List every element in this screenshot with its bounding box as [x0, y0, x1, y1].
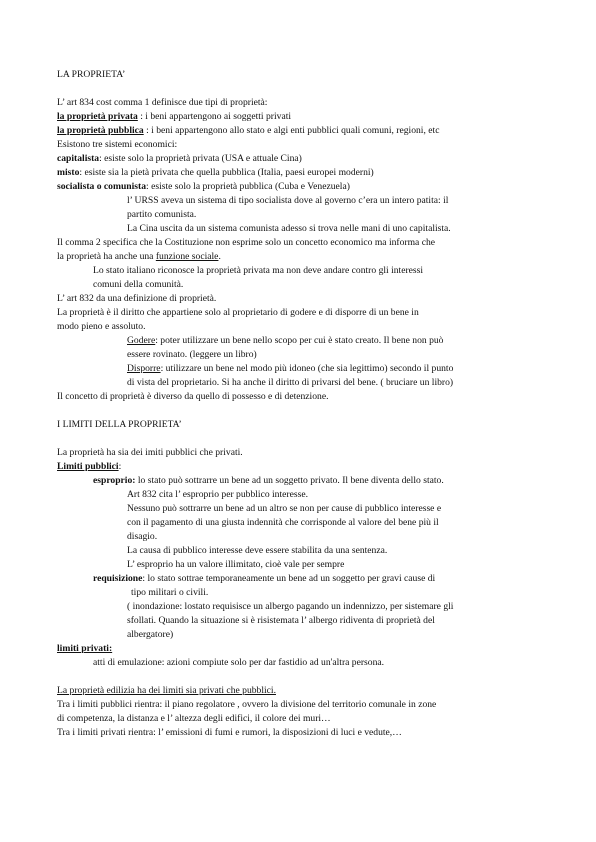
urss-line-1: l’ URSS aveva un sistema di tipo socialista dove al governo c’era un intero patita: il	[127, 195, 449, 206]
esproprio-line-2: Nessuno può sottrarre un bene ad un altro se non per cause di pubblico interesse e	[127, 503, 442, 514]
limiti-pubblici-label: Limiti pubblici	[57, 461, 119, 472]
funzione-sociale-term: funzione sociale	[155, 251, 219, 262]
section-title-limiti: I LIMITI DELLA PROPRIETA’	[57, 419, 182, 430]
stato-line-1: Lo stato italiano riconosce la proprietà privata ma non deve andare contro gli interessi	[93, 265, 424, 276]
esproprio-line-3: con il pagamento di una giusta indennità che corrisponde al valore del bene più il	[127, 517, 439, 528]
misto-definition: : esiste sia la pietà privata che quella pubblica (Italia, paesi europei moderni)	[79, 167, 374, 178]
limiti-pubblici-heading	[57, 461, 121, 473]
diritto-line-1: La proprietà è il diritto che appartiene solo al proprietario di godere e di disporre di un bene in	[57, 307, 419, 318]
stato-line-2: comuni della comunità.	[93, 279, 184, 290]
pubblici-rientra-line-2: di competenza, la distanza e l’ altezza degli edifici, il colore dei muri…	[57, 713, 331, 724]
requisizione-line	[93, 573, 435, 585]
disporre-line-2: di vista del proprietario. Si ha anche il diritto di privarsi del bene. ( bruciare un libro)	[127, 377, 454, 388]
comma2-text: la proprietà ha anche una	[57, 251, 156, 262]
urss-line-2: partito comunista.	[127, 209, 197, 220]
requisizione-definition: : lo stato sottrae temporaneamente un bene ad un soggetto per gravi cause di	[142, 573, 436, 584]
requisizione-line-2: tipo militari o civili.	[131, 587, 209, 598]
limiti-pubblici-colon: :	[118, 461, 122, 472]
art832-line: L’ art 832 da una definizione di proprietà.	[57, 293, 217, 304]
capitalista-definition: : esiste solo la proprietà privata (USA e attuale Cina)	[99, 153, 302, 164]
capitalista-term: capitalista	[57, 153, 100, 164]
art834-intro: L’ art 834 cost comma 1 definisce due tipi di proprietà:	[57, 97, 268, 108]
godere-line-2: essere rovinato. (leggere un libro)	[127, 349, 257, 360]
limiti-privati-heading: limiti privati:	[57, 643, 113, 654]
misto-line	[57, 167, 374, 179]
requisizione-line-3: ( inondazione: lostato requisisce un albergo pagando un indennizzo, per sistemare gli	[127, 601, 454, 612]
concetto-line: Il concetto di proprietà è diverso da quello di possesso e di detenzione.	[57, 391, 329, 402]
requisizione-line-4: sfollati. Quando la situazione si è risistemata l’ albergo ridiventa di proprietà del	[127, 615, 435, 626]
comma2-period: .	[218, 251, 221, 262]
comma2-line-1: Il comma 2 specifica che la Costituzione non esprime solo un concetto economico ma informa che	[57, 237, 436, 248]
disporre-line	[127, 363, 453, 375]
page-title: LA PROPRIETA’	[57, 69, 126, 80]
esproprio-line-6: L’ esproprio ha un valore illimitato, cioè vale per sempre	[127, 559, 345, 570]
esproprio-definition: lo stato può sottrarre un bene ad un soggetto privato. Il bene diventa dello stato.	[135, 475, 444, 486]
misto-term: misto	[57, 167, 80, 178]
godere-definition: : poter utilizzare un bene nello scopo per cui è stato creato. Il bene non può	[155, 335, 444, 346]
privata-term: la proprietà privata	[57, 111, 138, 122]
esproprio-line-1: Art 832 cita l’ esproprio per pubblico interesse.	[127, 489, 308, 500]
pubblica-definition: : i beni appartengono allo stato e algi enti pubblici quali comuni, regioni, etc	[143, 125, 440, 136]
edilizia-line: La proprietà edilizia ha dei limiti sia privati che pubblici.	[57, 685, 276, 696]
esproprio-line-5: La causa di pubblico interesse deve essere stabilita da una sentenza.	[127, 545, 388, 556]
pubblici-rientra-line-1: Tra i limiti pubblici rientra: il piano regolatore , ovvero la divisione del territorio comunale in zone	[57, 699, 437, 710]
limiti-intro: La proprietà ha sia dei imiti pubblici che privati.	[57, 447, 243, 458]
requisizione-line-5: albergatore)	[127, 629, 174, 640]
sistemi-line: Esistono tre sistemi economici:	[57, 139, 178, 150]
godere-term: Godere	[127, 335, 156, 346]
godere-line	[127, 335, 443, 347]
pubblica-line	[57, 125, 439, 137]
disporre-term: Disporre	[127, 363, 161, 374]
esproprio-line-4: disagio.	[127, 531, 158, 542]
esproprio-term: esproprio:	[93, 475, 136, 486]
disporre-definition: : utilizzare un bene nel modo più idoneo (che sia legittimo) secondo il punto	[160, 363, 454, 374]
socialista-definition: : esiste solo la proprietà pubblica (Cuba e Venezuela)	[146, 181, 350, 192]
cina-line: La Cina uscita da un sistema comunista adesso si trova nelle mani di uno capitalista.	[127, 223, 451, 234]
privati-rientra-line: Tra i limiti privati rientra: l’ emissioni di fumi e rumori, la disposizioni di luci e vedute,…	[57, 727, 402, 738]
comma2-line-2	[57, 251, 221, 263]
privata-line	[57, 111, 291, 123]
pubblica-term: la proprietà pubblica	[57, 125, 144, 136]
capitalista-line	[57, 153, 302, 165]
privata-definition: : i beni appartengono ai soggetti privati	[137, 111, 292, 122]
diritto-line-2: modo pieno e assoluto.	[57, 321, 146, 332]
socialista-line	[57, 181, 350, 193]
socialista-term: socialista o comunista	[57, 181, 147, 192]
esproprio-line	[93, 475, 444, 487]
requisizione-term: requisizione	[93, 573, 143, 584]
emulazione-line: atti di emulazione: azioni compiute solo per dar fastidio ad un'altra persona.	[93, 657, 385, 668]
